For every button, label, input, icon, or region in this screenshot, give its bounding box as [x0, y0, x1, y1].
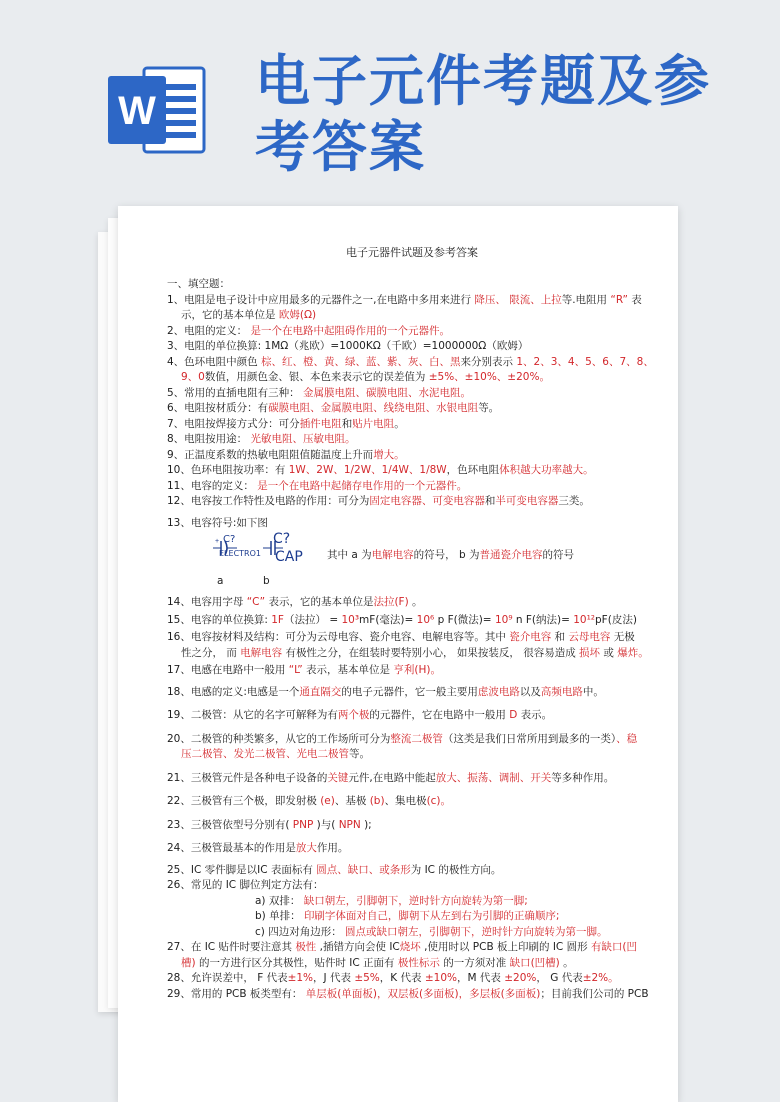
answer-text: 插件电阻	[299, 417, 342, 430]
question-line	[167, 708, 657, 724]
answer-text: 放大	[295, 842, 317, 854]
question-text: );	[360, 818, 372, 831]
answer-text: 有缺口(凹	[590, 941, 638, 953]
question-line	[167, 417, 657, 433]
answer-text: 圆点、缺口、或条形	[316, 863, 411, 876]
question-text: 三类。	[558, 495, 590, 507]
answer-text: 金属膜电阻、碳膜电阻、水泥电阻。	[303, 386, 472, 399]
question-text: 表示，它的基本单位是	[265, 596, 374, 608]
question-line	[167, 732, 657, 748]
answer-text: 缺口(凹槽)	[509, 956, 560, 969]
question-line	[167, 293, 657, 309]
answer-text: “C”	[246, 596, 266, 608]
answer-text: (e)	[320, 795, 335, 807]
question-text: 无极	[610, 631, 635, 643]
question-line	[167, 971, 657, 987]
svg-text:W: W	[118, 89, 156, 133]
question-line	[167, 463, 657, 479]
question-text: 。	[394, 417, 405, 430]
answer-text: 1、2、3、4、5、6、7、8、	[516, 355, 654, 368]
answer-text: 缺口朝左，引脚朝下，逆时针方向旋转为第一脚;	[303, 894, 528, 907]
symbol-a-ref: C?	[223, 534, 236, 545]
banner	[0, 0, 780, 200]
answer-text: 是一个在电路中起阻碍作用的一个元器件。	[250, 324, 451, 337]
question-text: 26、常见的 IC 脚位判定方法有：	[167, 879, 324, 891]
answer-text: 增大。	[373, 448, 405, 461]
question-line	[167, 771, 657, 787]
answer-text: 光敏电阻、压敏电阻。	[250, 433, 356, 445]
question-line	[167, 685, 657, 701]
answer-text: 、稳	[616, 732, 638, 745]
question-text: ，M 代表	[457, 972, 505, 984]
question-block	[167, 863, 657, 1003]
question-text: （法拉） =	[283, 613, 342, 626]
symbol-b-ref: C?	[273, 531, 291, 547]
answer-text: 半可变电容器	[495, 495, 559, 507]
answer-text: 法拉(F)	[373, 596, 409, 608]
answer-text: 1F	[271, 613, 284, 626]
answer-text: 整流二极管	[390, 732, 443, 745]
answer-text: 印刷字体面对自己，脚朝下从左到右为引脚的正确顺序;	[303, 910, 560, 922]
question-text: 12、电容按工作特性及电路的作用：可分为	[167, 495, 370, 507]
question-line	[167, 863, 657, 879]
answer-text: 损坏	[579, 646, 601, 659]
question-text: 的元器件，它在电路中一般用	[369, 709, 510, 721]
question-text: 等。	[478, 402, 500, 414]
answer-text: 烧坏	[399, 941, 421, 953]
question-line	[167, 663, 657, 679]
question-text: 10、色环电阻按功率：有	[167, 464, 289, 476]
question-line	[167, 841, 657, 857]
word-document-icon	[108, 62, 208, 158]
symbol-b-caption: b	[263, 575, 270, 587]
question-text: 等.电阻用	[561, 293, 611, 306]
question-text: b) 单排：	[255, 910, 304, 922]
question-line	[167, 401, 657, 417]
question-text: 等多种作用。	[551, 771, 615, 784]
answer-text: 棕、红、橙、黄、绿、蓝、紫、灰、白、黑	[261, 355, 461, 368]
capacitor-symbols	[167, 533, 657, 589]
question-text: 1、电阻是电子设计中应用最多的元器件之一,在电路中多用来进行	[167, 293, 475, 306]
question-text: 6、电阻按材质分：有	[167, 402, 269, 414]
answer-text: NPN	[338, 818, 361, 831]
answer-text: (c)。	[426, 795, 452, 807]
question-text: 的符号	[542, 549, 574, 561]
question-text: 23、三极管依型号分别有(	[167, 818, 293, 831]
question-line	[167, 370, 657, 386]
question-text: 19、二极管：从它的名字可解释为有	[167, 709, 338, 721]
answer-text: ±1%	[287, 972, 314, 984]
question-text: 的一方须对准	[439, 956, 510, 969]
question-text: 表	[627, 293, 642, 306]
question-line	[167, 794, 657, 810]
question-line	[167, 355, 657, 371]
question-line	[167, 894, 657, 910]
symbol-a-label: ELECTRO1	[219, 549, 261, 558]
answer-text: 普通瓷介电容	[479, 549, 543, 561]
question-line	[167, 494, 657, 510]
question-text: a) 双排：	[255, 894, 304, 907]
answer-text: 电解电容	[371, 549, 414, 561]
question-text: ；目前我们公司的 PCB	[540, 987, 649, 1000]
answer-text: ±5%	[354, 972, 380, 984]
answer-text: 关键	[327, 771, 349, 784]
question-text: 示，它的基本单位是	[181, 309, 279, 321]
question-line	[167, 987, 657, 1003]
question-text: 来分别表示	[460, 355, 517, 368]
question-text: c) 四边对角边形：	[255, 925, 346, 938]
answer-text: “R”	[610, 293, 628, 306]
answer-text: 两个极	[337, 709, 370, 721]
answer-text: 1W、2W、1/2W、1/4W、1/8W	[288, 464, 447, 476]
question-text: n F(纳法)=	[512, 613, 574, 626]
answer-text: 极性标示	[397, 956, 440, 969]
question-text: 20、二极管的种类繁多，从它的工作场所可分为	[167, 732, 391, 745]
answer-text: 是一个在电路中起储存电作用的一个元器件。	[257, 479, 468, 492]
question-line	[167, 747, 657, 763]
question-text: 、集电极	[384, 795, 427, 807]
question-line	[167, 432, 657, 448]
question-text: 22、三极管有三个极，即发射极	[167, 795, 321, 807]
question-line	[167, 630, 657, 646]
question-text: p F(微法)=	[434, 613, 495, 626]
answer-text: 压二极管、发光二极管、光电二极管	[181, 748, 349, 760]
question-text: ， G 代表	[536, 972, 583, 984]
question-text: 。	[408, 596, 423, 608]
question-text: 25、IC 零件脚是以IC 表面标有	[167, 863, 317, 876]
answer-text: 瓷介电容	[509, 631, 552, 643]
question-block	[167, 293, 657, 510]
question-text: 中。	[582, 685, 604, 698]
answer-text: ±5%、±10%、±20%。	[428, 371, 550, 383]
question-line	[167, 940, 657, 956]
question-text: 14、电容用字母	[167, 596, 247, 608]
question-text: 的电子元器件，它一般主要用	[341, 685, 478, 698]
question-block	[167, 595, 657, 679]
question-text: pF(皮法)	[595, 613, 637, 626]
symbol-description	[327, 547, 574, 562]
answer-text: D	[509, 709, 518, 721]
answer-text: 槽)	[181, 956, 196, 969]
question-text: 21、三极管元件是各种电子设备的	[167, 771, 328, 784]
question-text: 15、电容的单位换算:	[167, 613, 272, 626]
question-text: 3、电阻的单位换算: 1MΩ（兆欧）=1000KΩ（千欧）=1000000Ω（欧姆）	[167, 340, 529, 352]
question-line	[167, 646, 657, 662]
answer-text: 10¹²	[573, 613, 596, 626]
question-line	[167, 878, 657, 894]
answer-text: ±20%	[504, 972, 537, 984]
answer-text: 10³	[341, 613, 360, 626]
question-text: ,使用时以 PCB 板上印刷的 IC 圆形	[420, 941, 591, 953]
answer-text: ±10%	[424, 972, 457, 984]
question-text: 24、三极管最基本的作用是	[167, 842, 296, 854]
question-text: 16、电容按材料及结构：可分为云母电容、瓷介电容、电解电容等。其中	[167, 631, 510, 643]
question-block	[167, 685, 657, 857]
question-text: 4、色环电阻中颜色	[167, 355, 262, 368]
question-text: 等。	[349, 748, 370, 760]
question-text: 27、在 IC 贴件时要注意其	[167, 941, 296, 953]
question-text: ,插错方向会使 IC	[316, 941, 400, 953]
answer-text: 极性	[295, 941, 317, 953]
question-line	[167, 479, 657, 495]
question-text: 的符号， b 为	[413, 549, 480, 561]
question-text: 2、电阻的定义：	[167, 324, 251, 337]
question-text: 其中 a 为	[327, 549, 372, 561]
question-text: 和	[484, 495, 496, 507]
question-text: 的一方进行区分其极性，贴件时 IC 正面有	[195, 956, 398, 969]
question-text: 或	[600, 646, 618, 659]
question-line	[167, 595, 657, 611]
question-text: ，J 代表	[313, 972, 355, 984]
question-text: 29、常用的 PCB 板类型有：	[167, 987, 306, 1000]
question-text: )与(	[313, 818, 339, 831]
question-text: 11、电容的定义：	[167, 479, 258, 492]
answer-text: 高频电路	[540, 685, 583, 698]
question-line	[167, 909, 657, 925]
question-text: 28、允许误差中， F 代表	[167, 972, 288, 984]
question-text: ，K 代表	[379, 972, 425, 984]
question-text: 作用。	[316, 842, 349, 854]
answer-text: 云母电容	[568, 631, 611, 643]
document-body	[167, 244, 657, 1002]
question-text: 元件,在电路中能起	[348, 771, 436, 784]
answer-text: 爆炸。	[617, 646, 649, 659]
answer-text: 碳膜电阻、金属膜电阻、线绕电阻、水银电阻	[268, 402, 479, 414]
answer-text: ±2%。	[582, 972, 619, 984]
answer-text: 9、0	[181, 371, 205, 383]
question-text: ，色环电阻	[446, 464, 500, 476]
question-text: 。	[559, 956, 574, 969]
symbol-b-label: CAP	[275, 549, 303, 565]
document-title: 电子元器件试题及参考答案	[346, 246, 478, 259]
question-line	[167, 956, 657, 972]
question-text: 8、电阻按用途：	[167, 433, 251, 445]
question-line	[167, 613, 657, 629]
svg-text:+: +	[215, 538, 220, 545]
question-text: 以及	[519, 685, 541, 698]
question-text: 和	[341, 417, 353, 430]
question-line	[167, 818, 657, 834]
answer-text: 亨利(H)。	[393, 664, 441, 676]
question-text: （这类是我们日常所用到最多的一类）	[442, 732, 617, 745]
question-text: mF(毫法)=	[359, 613, 417, 626]
answer-text: 放大、振荡、调制、开关	[435, 771, 552, 784]
question-text: 为 IC 的极性方向。	[410, 863, 502, 876]
answer-text: 体积越大功率越大。	[499, 464, 594, 476]
question-text: 、基极	[334, 795, 370, 807]
question-text: 7、电阻按焊接方式分：可分	[167, 417, 300, 430]
question-text: 表示，基本单位是	[302, 664, 394, 676]
answer-text: 10⁹	[494, 613, 513, 626]
question-line	[167, 339, 657, 355]
question-text: 数值，用颜色金、银、本色来表示它的误差值为	[204, 371, 429, 383]
question-text: 有极性之分，在组装时要特别小心， 如果按装反， 很容易造成	[282, 646, 580, 659]
question-line	[167, 308, 657, 324]
answer-text: 10⁶	[416, 613, 435, 626]
answer-text: “L”	[288, 664, 303, 676]
answer-text: PNP	[292, 818, 314, 831]
question-line: 13、电容符号:如下图	[167, 516, 268, 529]
question-text: 17、电感在电路中一般用	[167, 664, 289, 676]
question-line	[167, 925, 657, 941]
question-line	[167, 448, 657, 464]
answer-text: (b)	[369, 795, 385, 807]
symbol-a-caption: a	[217, 575, 224, 587]
answer-text: 圆点或缺口朝左，引脚朝下，逆时针方向旋转为第一脚。	[345, 925, 608, 938]
answer-text: 通直隔交	[299, 685, 342, 698]
question-text: 和	[551, 631, 569, 643]
answer-text: 固定电容器、可变电容器	[369, 495, 485, 507]
answer-text: 电解电容	[240, 646, 283, 659]
answer-text: 降压、 限流、上拉	[474, 293, 562, 306]
question-line	[167, 386, 657, 402]
answer-text: 贴片电阻	[352, 417, 395, 430]
section-heading: 一、填空题：	[167, 278, 230, 290]
question-text: 性之分， 而	[181, 646, 241, 659]
question-text: 9、正温度系数的热敏电阻阻值随温度上升而	[167, 448, 374, 461]
answer-text: 欧姆(Ω)	[278, 309, 317, 321]
answer-text: 单层板(单面板)，双层板(多面板)，多层板(多面板)	[305, 987, 541, 1000]
question-text: 表示。	[517, 709, 553, 721]
question-text: 5、常用的直插电阻有三种：	[167, 386, 304, 399]
answer-text: 虑波电路	[477, 685, 520, 698]
page-title: 电子元件考题及参考答案	[255, 49, 712, 179]
question-text: 18、电感的定义:电感是一个	[167, 685, 300, 698]
question-line	[167, 324, 657, 340]
